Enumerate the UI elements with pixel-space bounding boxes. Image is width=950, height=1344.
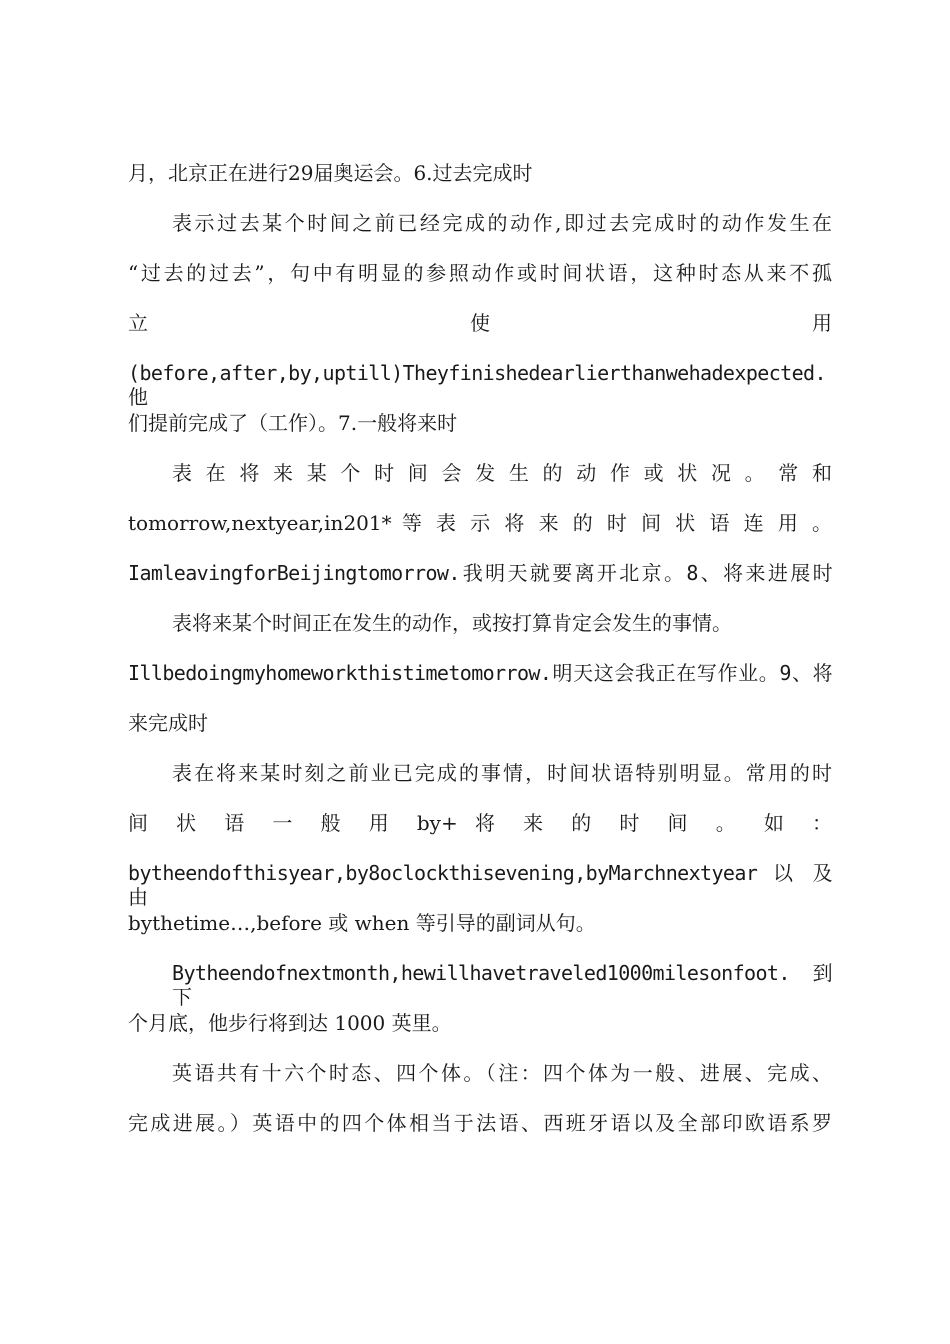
text-line-13: 表在将来某时刻之前业已完成的事情，时间状语特别明显。常用的时: [172, 761, 832, 785]
text-line-8: tomorrow,nextyear,in201* 等 表 示 将 来 的 时 间 状 语 连 用 。: [128, 511, 832, 535]
text-line-4: 立 使 用: [128, 311, 832, 335]
text-line-1: 月，北京正在进行29届奥运会。6.过去完成时: [128, 161, 533, 185]
text-line-20: 完成进展。）英语中的四个体相当于法语、西班牙语以及全部印欧语系罗: [128, 1111, 832, 1135]
text-line-14: 间 状 语 一 般 用 by+ 将 来 的 时 间 。 如 ：: [128, 811, 832, 835]
text-line-16: bythetime…,before 或 when 等引导的副词从句。: [128, 911, 596, 935]
text-line-10: 表将来某个时间正在发生的动作，或按打算肯定会发生的事情。: [172, 611, 732, 635]
text-line-15: bytheendofthisyear,by8oclockthisevening,byMarchnextyear 以 及 由: [128, 861, 832, 909]
text-line-9: IamleavingforBeijingtomorrow.我明天就要离开北京。8、将来进展时: [128, 561, 832, 585]
text-line-17: Bytheendofnextmonth,hewillhavetraveled1000milesonfoot. 到 下: [172, 961, 832, 1009]
text-line-2: 表示过去某个时间之前已经完成的动作,即过去完成时的动作发生在: [172, 211, 832, 235]
text-line-7: 表 在 将 来 某 个 时 间 会 发 生 的 动 作 或 状 况 。 常 和: [172, 461, 832, 485]
text-line-6: 们提前完成了（工作）。7.一般将来时: [128, 411, 458, 435]
text-line-3: “过去的过去”，句中有明显的参照动作或时间状语，这种时态从来不孤: [128, 261, 832, 285]
text-line-11: Illbedoingmyhomeworkthistimetomorrow.明天这会我正在写作业。9、将: [128, 661, 832, 685]
text-line-19: 英语共有十六个时态、四个体。（注：四个体为一般、进展、完成、: [172, 1061, 832, 1085]
text-line-5: (before,after,by,uptill)Theyfinishedearlierthanwehadexpected.他: [128, 361, 826, 409]
text-line-18: 个月底，他步行将到达 1000 英里。: [128, 1011, 452, 1035]
text-line-12: 来完成时: [128, 711, 208, 735]
